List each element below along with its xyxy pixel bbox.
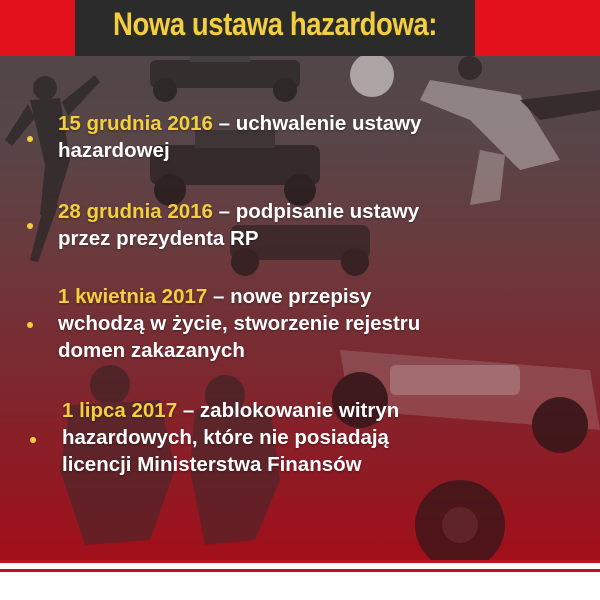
timeline-date: 28 grudnia 2016	[58, 200, 213, 223]
page-title: Nowa ustawa hazardowa:	[113, 6, 437, 42]
timeline-text: wchodzą w życie, stworzenie rejestru	[58, 312, 421, 335]
timeline-item-3	[58, 283, 420, 364]
timeline-item-4	[62, 397, 399, 478]
bullet-icon	[30, 437, 36, 443]
timeline-date: 1 lipca 2017	[62, 399, 178, 422]
timeline-text: przez prezydenta RP	[58, 227, 259, 250]
timeline-text: hazardowych, które nie posiadają	[62, 426, 389, 449]
timeline-text: domen zakazanych	[58, 339, 245, 362]
bullet-icon	[27, 223, 33, 229]
timeline-item-1	[58, 110, 421, 164]
timeline-text: licencji Ministerstwa Finansów	[62, 453, 362, 476]
timeline-text: – podpisanie ustawy	[212, 200, 420, 223]
timeline-text: – uchwalenie ustawy	[212, 112, 422, 135]
timeline-text: – nowe przepisy	[207, 285, 372, 308]
timeline-date: 15 grudnia 2016	[58, 112, 213, 135]
bullet-icon	[27, 322, 33, 328]
timeline-item-2	[58, 198, 419, 252]
header-red-block-left	[0, 0, 75, 56]
timeline-text: – zablokowanie witryn	[177, 399, 400, 422]
footer-white	[0, 572, 600, 600]
timeline-date: 1 kwietnia 2017	[58, 285, 208, 308]
header-red-block-right	[475, 0, 600, 56]
bullet-icon	[27, 136, 33, 142]
timeline-text: hazardowej	[58, 139, 170, 162]
race-car-top	[150, 52, 300, 102]
